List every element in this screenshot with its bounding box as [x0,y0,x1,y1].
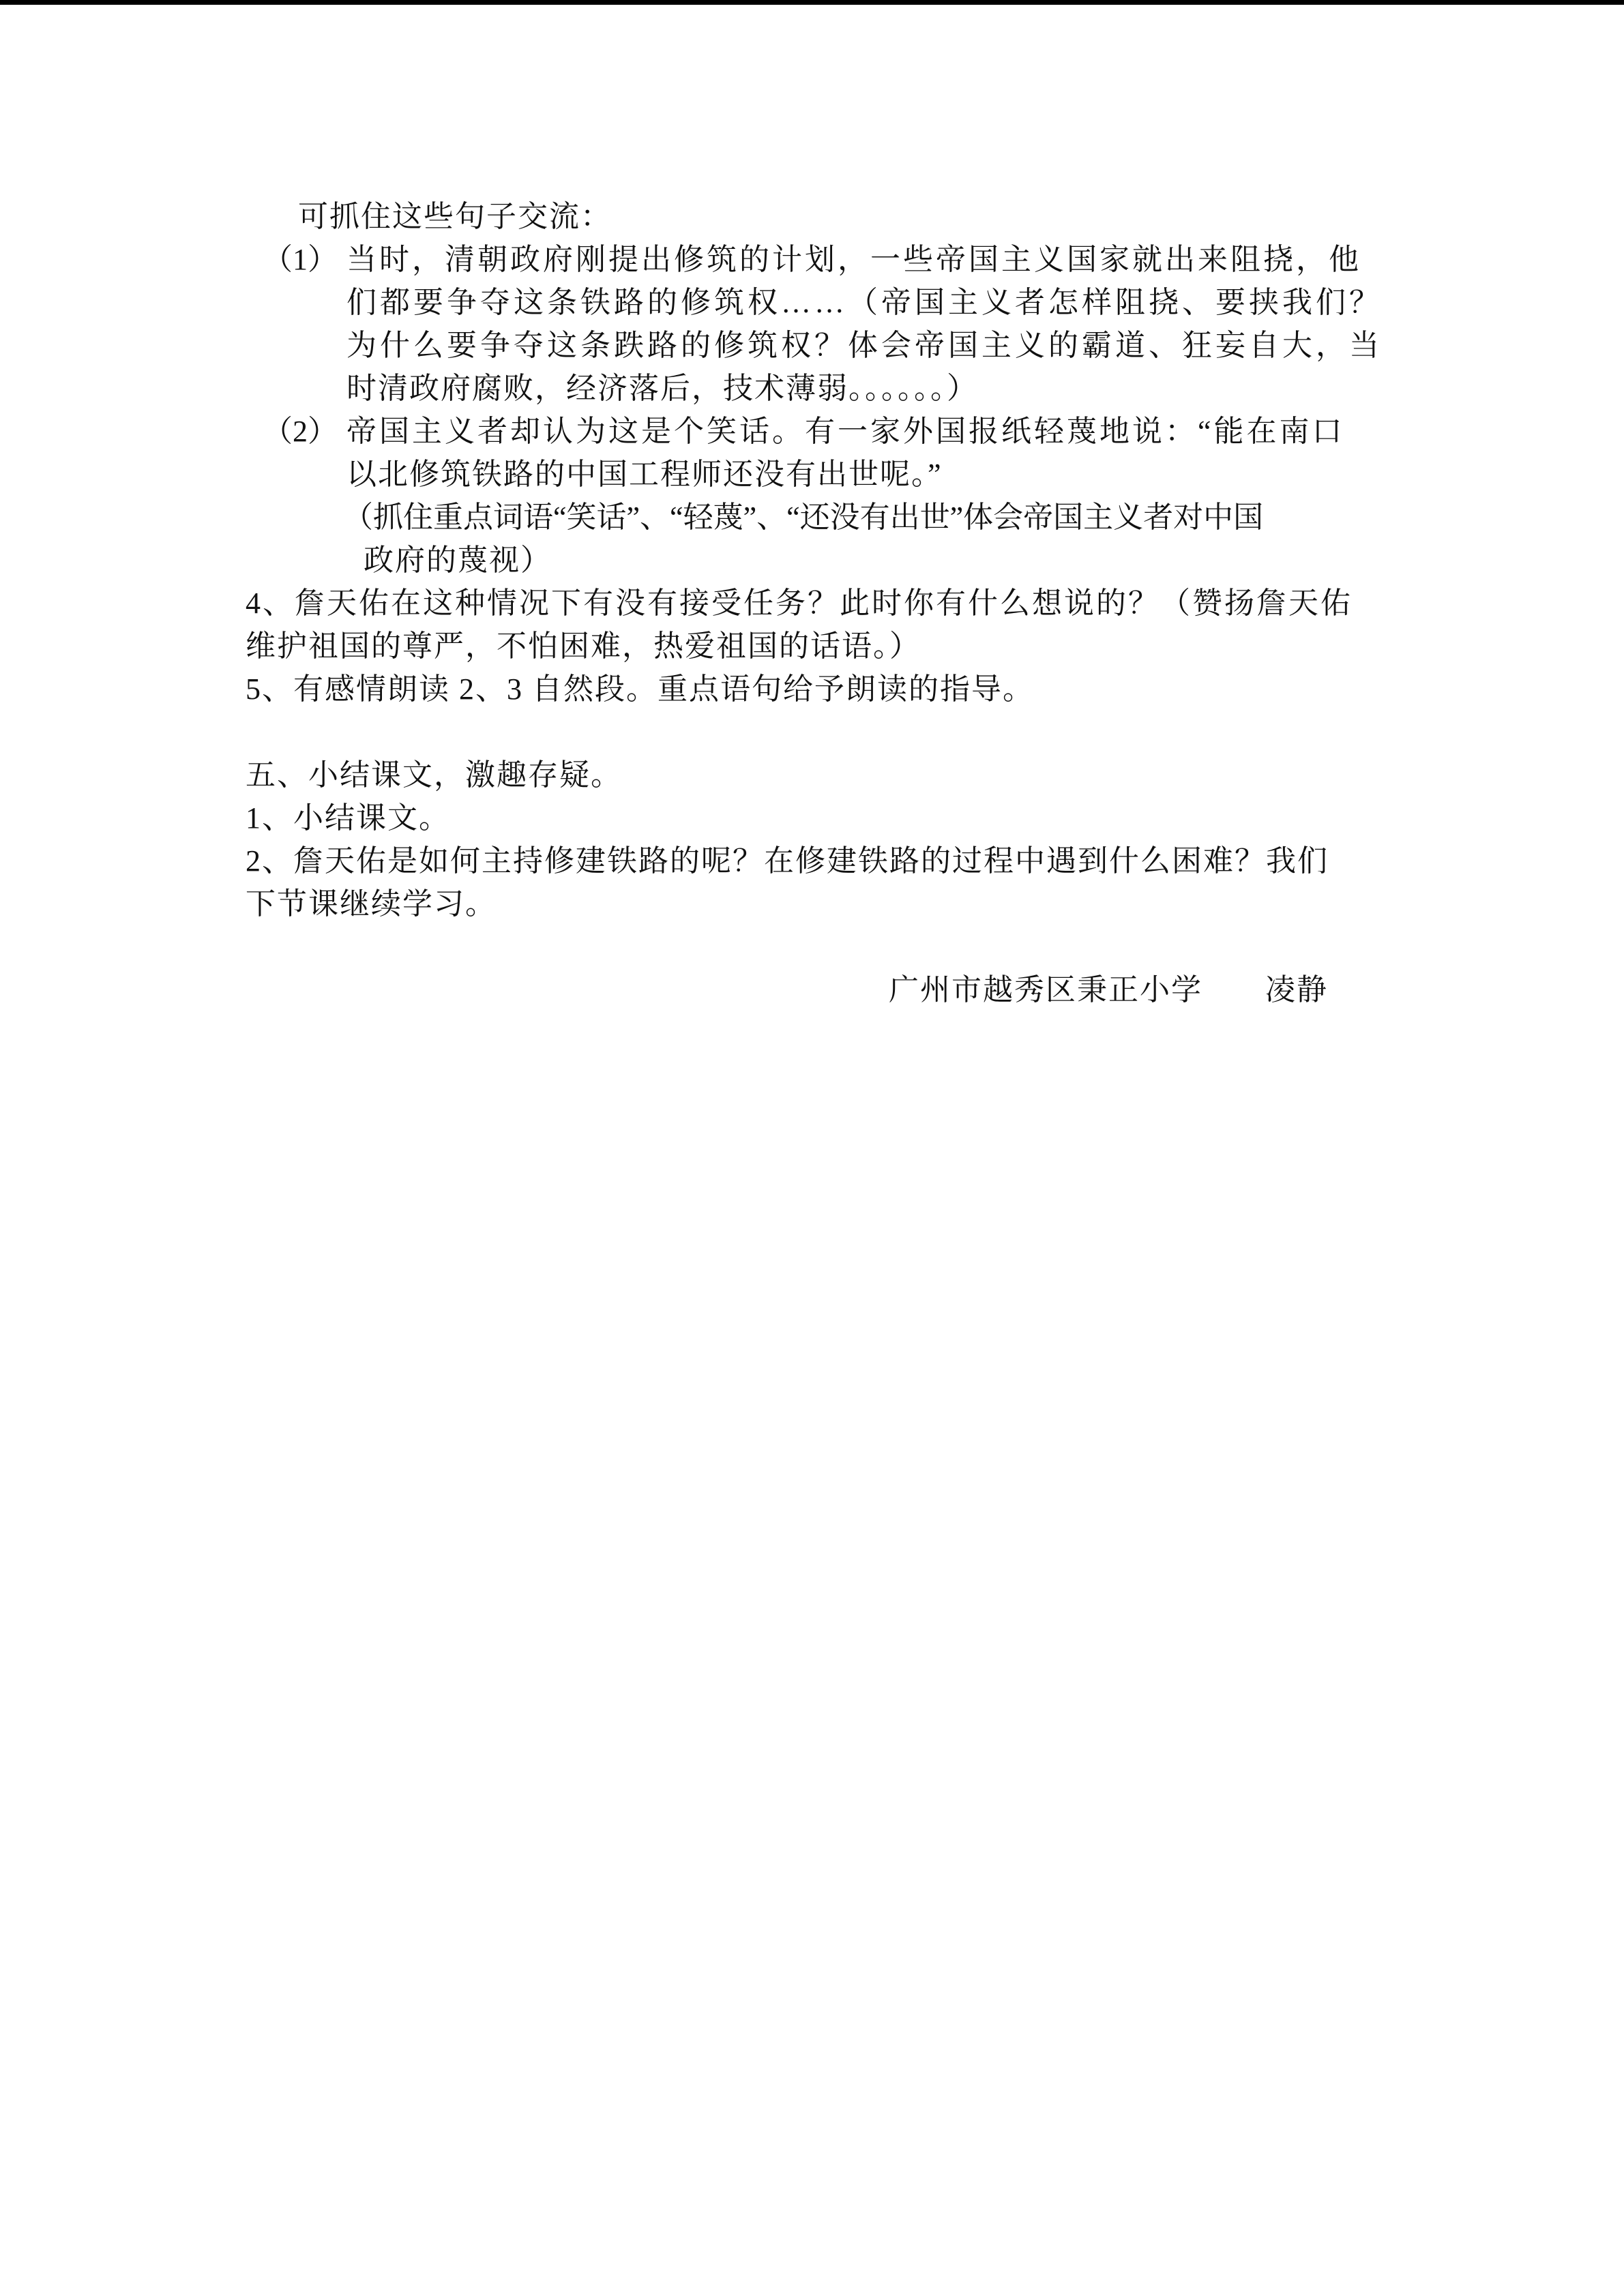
intro-line: 可抓住这些句子交流： [298,200,612,233]
document-text-block [0,195,1624,1011]
item-1-label: （1） [263,243,338,276]
blank-line [0,925,1624,968]
text-line: 4、詹天佑在这种情况下有没有接受任务？此时你有什么想说的？（赞扬詹天佑 [246,586,1353,620]
item-2-label: （2） [263,415,338,448]
numbered-item-1 [0,238,1624,281]
text-line: 政府的蔑视） [364,543,552,577]
text-line: 时清政府腐败，经济落后，技术薄弱。。。。。。） [346,372,978,405]
text-line: 为什么要争夺这条跌路的修筑权？体会帝国主义的霸道、狂妄自大，当 [346,329,1383,362]
scan-top-edge-bar [0,0,1624,5]
section-heading-line: 五、小结课文，激趣存疑。 [246,758,622,792]
text-line: 1、小结课文。 [246,801,450,835]
item-2-text: 帝国主义者却认为这是个笑话。有一家外国报纸轻蔑地说：“能在南口 [346,415,1345,448]
signature-line: 广州市越秀区秉正小学 凌静 [889,973,1328,1007]
text-line: 维护祖国的尊严，不怕困难，热爱祖国的话语。） [246,629,921,663]
text-line: 下节课继续学习。 [246,887,497,921]
text-line: 以北修筑铁路的中国工程师还没有出世呢。” [346,458,943,491]
numbered-item-2 [0,410,1624,453]
text-line: 2、詹天佑是如何主持修建铁路的呢？在修建铁路的过程中遇到什么困难？我们 [246,844,1329,878]
text-line: 5、有感情朗读 2、3 自然段。重点语句给予朗读的指导。 [246,672,1034,706]
blank-line [0,711,1624,754]
item-1-text: 当时，清朝政府刚提出修筑的计划，一些帝国主义国家就出来阻挠，他 [346,243,1361,276]
text-line: （抓住重点词语“笑话”、“轻蔑”、“还没有出世”体会帝国主义者对中国 [343,501,1264,534]
text-line: 们都要争夺这条铁路的修筑权……（帝国主义者怎样阻挠、要挟我们？ [346,286,1383,319]
